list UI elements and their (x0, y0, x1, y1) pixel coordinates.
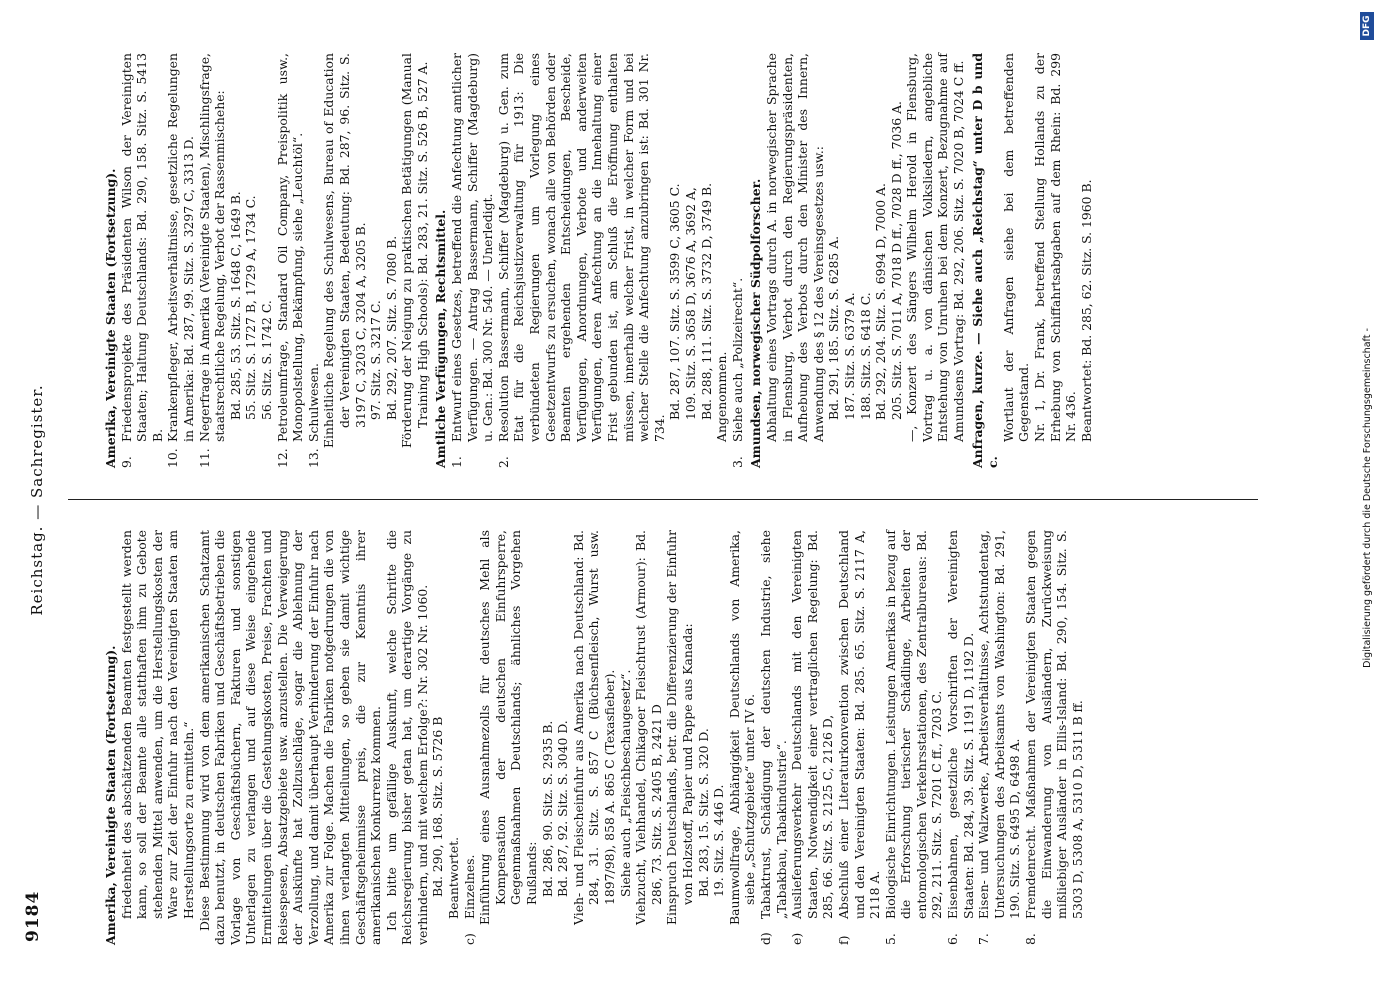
entry-number: 3. (729, 456, 745, 468)
entry-number: f) (835, 935, 851, 945)
numbered-entry (883, 530, 945, 945)
numbered-entry (119, 53, 166, 468)
entry-number: 13. (305, 448, 321, 468)
paragraph: Diese Bestimmung wird von dem amerikanischen Schatzamt dazu benutzt, in deutschen Fabriken und Geschäftsbetrieben die Vorlage von Geschäftsbüchern, Fakturen und sonstigen Unterlagen zu verlangen und auf diese Weise eingehende Ermittelungen über die Gestehungskosten, Preise, Frachten und Reisespesen, Absatzgebiete usw. anzustellen. Die Verweigerung der Auskünfte hat Zollzuschläge, sogar die Ablehnung der Verzollung, und damit überhaupt Verhinderung der Einfuhr nach Amerika zur Folge. Machen die Fabriken notgedrungen die von ihnen verlangten Mitteilungen, so geben sie damit wichtige Geschäftsgeheimnisse preis, die zur Kenntnis ihrer amerikanischen Konkurrenz kommen. (196, 530, 384, 945)
footer-credit: Digitalisierung gefördert durch die Deutsche Forschungsgemeinschaft - (1362, 328, 1373, 668)
numbered-entry (306, 53, 322, 468)
numbered-entry (449, 53, 496, 468)
numbered-entry (275, 53, 306, 468)
section-heading: Amerika, Vereinigte Staaten (Fortsetzung). (103, 645, 118, 945)
continuation-text: Beantwortet: Bd. 285, 62. Sitz. S. 1960 B. (1078, 179, 1094, 442)
reference-line: 19. Sitz. S. 446 D. (711, 784, 727, 897)
entry-number: 1. (449, 456, 465, 468)
numbered-entry (945, 530, 976, 945)
reference-line: Bd. 287, 107. Sitz. S. 3599 C, 3605 C. (667, 183, 683, 420)
numbered-entry (789, 530, 836, 945)
reference-line: Bd. 285, 53. Sitz. S. 1648 C, 1649 B. (227, 191, 243, 420)
entry-text: Friedensprojekte des Präsidenten Wilson der Vereinigten Staaten; Haltung Deutschlands: Bd. 290, 158. Sitz. S. 5413 B. (118, 53, 165, 442)
entry-number: 12. (274, 448, 290, 468)
entry-text: Siehe auch „Polizeirecht“. (729, 277, 745, 442)
numbered-entry (836, 530, 883, 945)
numbered-entry (165, 53, 196, 468)
entry-number: d) (757, 932, 773, 945)
continuation-text: friedenheit des abschätzenden Beamten festgestellt werden kann, so soll der Beamte alle statthaften ihm zu Gebote stehenden Mittel anwenden, um die Herstellungskosten der Ware zur Zeit der Einfuhr nach den Vereinigten Staaten am Herstellungsorte zu ermitteln.“ (118, 530, 196, 919)
sub-entry: Förderung der Neigung zu praktischen Betätigungen (Manual Training High Schools): Bd. 283, 21. Sitz. S. 526 B, 527 A. (399, 53, 430, 448)
reference-line: Bd. 288, 111. Sitz. S. 3732 D, 3749 B. (698, 182, 714, 420)
entry-number: 5. (882, 933, 898, 945)
section-heading: Anfragen, kurze. — Siehe auch „Reichstag“ unter D b und c. (969, 53, 1001, 468)
column-divider (68, 499, 1258, 500)
reference-line: Bd. 287, 92. Sitz. S. 3040 D. (555, 720, 571, 897)
reference-line: 56. Sitz. S. 1742 C. (258, 300, 274, 420)
left-column (100, 530, 1085, 945)
dfg-logo: DFG (1360, 12, 1374, 40)
entry-number: 6. (945, 933, 961, 945)
entry-text: Auslieferungsverkehr Deutschlands mit den Vereinigten Staaten, Notwendigkeit einer vertraglichen Regelung: Bd. 285, 66. Sitz. S. 2125 C, 2126 D, (789, 530, 836, 919)
entry-text: Tabaktrust, Schädigung der deutschen Industrie, siehe „Tabakbau, Tabakindustrie“. (757, 530, 789, 919)
reference-line: Bd. 292, 207. Sitz. S. 7080 B. (383, 235, 399, 420)
sub-entry: Einführung eines Ausnahmezolls für deutsches Mehl als Kompensation der deutschen Einfuhrsperre, Gegenmaßnahmen Deutschlands; ähnliches Vorgehen Rußlands: (477, 530, 540, 925)
entry-number: 11. (196, 448, 212, 468)
entry-text: Fremdenrecht. Maßnahmen der Vereinigten Staaten gegen die Einwanderung von Ausländern, Zurückweisung mißliebiger Ausländer in Ellis-Island: Bd. 290, 154. Sitz. S. 5303 D, 5308 A, 5310 D, 5311 B ff. (1023, 530, 1085, 919)
entry-number: 2. (495, 456, 511, 468)
reference-line: Bd. 290, 168. Sitz. S. 5726 B (430, 716, 446, 897)
section-heading: Amundsen, norwegischer Südpolforscher. (748, 178, 764, 468)
numbered-entry (1023, 530, 1085, 945)
reference-line: 187. Sitz. S. 6379 A. (841, 292, 857, 420)
entry-text: Eisenbahnen, gesetzliche Vorschriften der Vereinigten Staaten: Bd. 284, 39. Sitz. S. 1191 D, 1192 D. (945, 530, 976, 919)
sub-entry: Vieh- und Fleischeinfuhr aus Amerika nach Deutschland: Bd. 284, 31. Sitz. S. 857 C (Büchsenfleisch, Wurst usw. 1897/98), 858 A. 865 C (Texasfieber). (570, 530, 617, 925)
entry-text: Abschluß einer Literaturkonvention zwischen Deutschland und den Vereinigten Staaten: Bd. 285. 65. Sitz. S. 2117 A, 2118 A. (835, 530, 883, 919)
numbered-entry (197, 53, 228, 468)
numbered-entry (976, 530, 1023, 945)
sub-entry: Viehzucht, Viehhandel, Chikagoer Fleischtrust (Armour): Bd. 286, 73. Sitz. S. 2405 B, 2421 D (633, 530, 664, 925)
continuation-text: —, Konzert des Sängers Wilhelm Herold in Flensburg, Vortrag u. a. von dänischen Volksliedern, angebliche Entstehung von Unruhen bei dem Konzert, Bezugnahme auf Amundsens Vortrag: Bd. 292, 206. Sitz. S. 7020 B, 7024 C ff. (904, 53, 967, 442)
entry-text: Resolution Bassermann, Schiffer (Magdeburg) u. Gen. zum Etat für die Reichsjustizverwaltung für 1913: Die verbündeten Regierungen um Vorlegung eines Gesetzentwurfs zu ersuchen, wonach alle von Behörden oder Beamten ergehenden Entscheidungen, Bescheide, Verfügungen, Anordnungen, Verbote und anderweiten Verfügungen, deren Anfechtung an die Innehaltung einer Frist gebunden ist, am Schluß die Eröffnung enthalten müssen, innerhalb welcher Frist, in welcher Form und bei welcher Stelle die Anfechtung anzubringen ist: Bd. 301 Nr. 734. (495, 53, 667, 442)
reference-line: Bd. 292, 204. Sitz. S. 6994 D, 7000 A. (873, 183, 889, 420)
reference-line: 109. Sitz. S. 3658 D, 3676 A, 3692 A, (682, 187, 698, 420)
reference-line: Bd. 291, 185. Sitz. S. 6285 A. (826, 235, 842, 420)
entry-number: 9. (118, 456, 134, 468)
sub-entry: Baumwollfrage, Abhängigkeit Deutschlands von Amerika, siehe „Schutzgebiete“ unter IV 6. (726, 530, 758, 925)
entry-text: Entwurf eines Gesetzes, betreffend die Anfechtung amtlicher Verfügungen. — Antrag Bassermann, Schiffer (Magdeburg) u. Gen.: Bd. 300 Nr. 540. — Unerledigt. (449, 53, 496, 442)
entry-number: 8. (1023, 933, 1039, 945)
reference-line: Bd. 286, 90. Sitz. S. 2935 B. (539, 720, 555, 897)
sub-entry: Einspruch Deutschlands, betr. die Differenzierung der Einfuhr von Holzstoff, Papier und Pappe aus Kanada: (664, 530, 695, 925)
continuation-text: Abhaltung eines Vortrags durch A. in norwegischer Sprache in Flensburg, Verbot durch den Regierungspräsidenten, Aufhebung des Verbots durch den Minister des Innern, Anwendung des § 12 des Vereinsgesetzes usw.: (763, 53, 826, 442)
section-heading: Amtliche Verfügungen, Rechtsmittel. (433, 209, 449, 468)
reference-line: 188. Sitz. S. 6418 C. (857, 292, 873, 420)
status-line: Beantwortet. (446, 836, 462, 919)
section-heading: Amerika, Vereinigte Staaten (Fortsetzung). (103, 168, 118, 468)
reference-line: Siehe auch „Fleischbeschaugesetz“. (617, 669, 633, 897)
sub-entry: Einheitliche Regelung des Schulwesens, Bureau of Education der Vereinigten Staaten, Bedeutung: Bd. 287, 96. Sitz. S. 3197 C, 3203 C, 3204 A, 3205 B. (321, 53, 368, 448)
entry-text: Petroleumfrage, Standard Oil Company, Preispolitik usw., Monopolstellung, Bekämpfung, siehe „Leuchtöl“. (274, 53, 306, 442)
entry-text: Eisen- und Walzwerke, Arbeitsverhältnisse, Achtstundentag, Untersuchungen des Arbeitsamts von Washington: Bd. 291, 190. Sitz. S. 6495 D, 6498 A. (976, 530, 1023, 919)
entry-text: Schulwesen. (305, 363, 321, 442)
page-number: 9184 (23, 890, 43, 942)
reference-line: 205. Sitz. S. 7011 A, 7018 D ff., 7028 D ff., 7036 A. (888, 101, 904, 420)
reference-line: 97. Sitz. S. 3217 C. (368, 300, 384, 420)
reference-line: 55. Sitz. S. 1727 B, 1729 A, 1734 C. (243, 195, 259, 420)
entry-number: e) (789, 932, 805, 945)
entry-number: 7. (976, 933, 992, 945)
right-column (100, 53, 1094, 468)
running-title: Reichstag. — Sachregister. (28, 384, 46, 616)
numbered-entry (462, 530, 478, 945)
continuation-text: Wortlaut der Anfragen siehe bei dem betreffenden Gegenstand. (1000, 53, 1032, 442)
continuation-text: Nr. 1, Dr. Frank, betreffend Stellung Hollands zu der Erhebung von Schiffahrtsabgaben auf dem Rhein: Bd. 299 Nr. 436. (1032, 53, 1079, 442)
numbered-entry (496, 53, 668, 468)
entry-number: c) (461, 933, 477, 945)
paragraph: Ich bitte um gefällige Auskunft, welche Schritte die Reichsregierung bisher getan hat, um derartige Vorgänge zu verhindern, und mit welchem Erfolge?: Nr. 302 Nr. 1060. (383, 530, 430, 945)
entry-text: Negerfrage in Amerika (Vereinigte Staaten), Mischlingsfrage, staatsrechtliche Regelung, Verbot der Rassenmischehe: (196, 53, 228, 442)
reference-line: Bd. 283, 15. Sitz. S. 320 D. (695, 728, 711, 897)
numbered-entry (730, 53, 746, 468)
entry-text: Krankenpfleger, Arbeitsverhältnisse, gesetzliche Regelungen in Amerika: Bd. 287, 99. Sitz. S. 3297 C, 3313 D. (165, 53, 196, 442)
status-line: Angenommen. (714, 351, 730, 442)
entry-text: Biologische Einrichtungen. Leistungen Amerikas in bezug auf die Erforschung tierischer Schädlinge, Arbeiten der entomologischen Verkehrsstationen, des Zentralbureaus: Bd. 292, 211. Sitz. S. 7201 C ff., 7203 C. (882, 530, 945, 919)
entry-number: 10. (165, 448, 181, 468)
numbered-entry (758, 530, 789, 945)
entry-text: Einzelnes. (461, 854, 477, 919)
